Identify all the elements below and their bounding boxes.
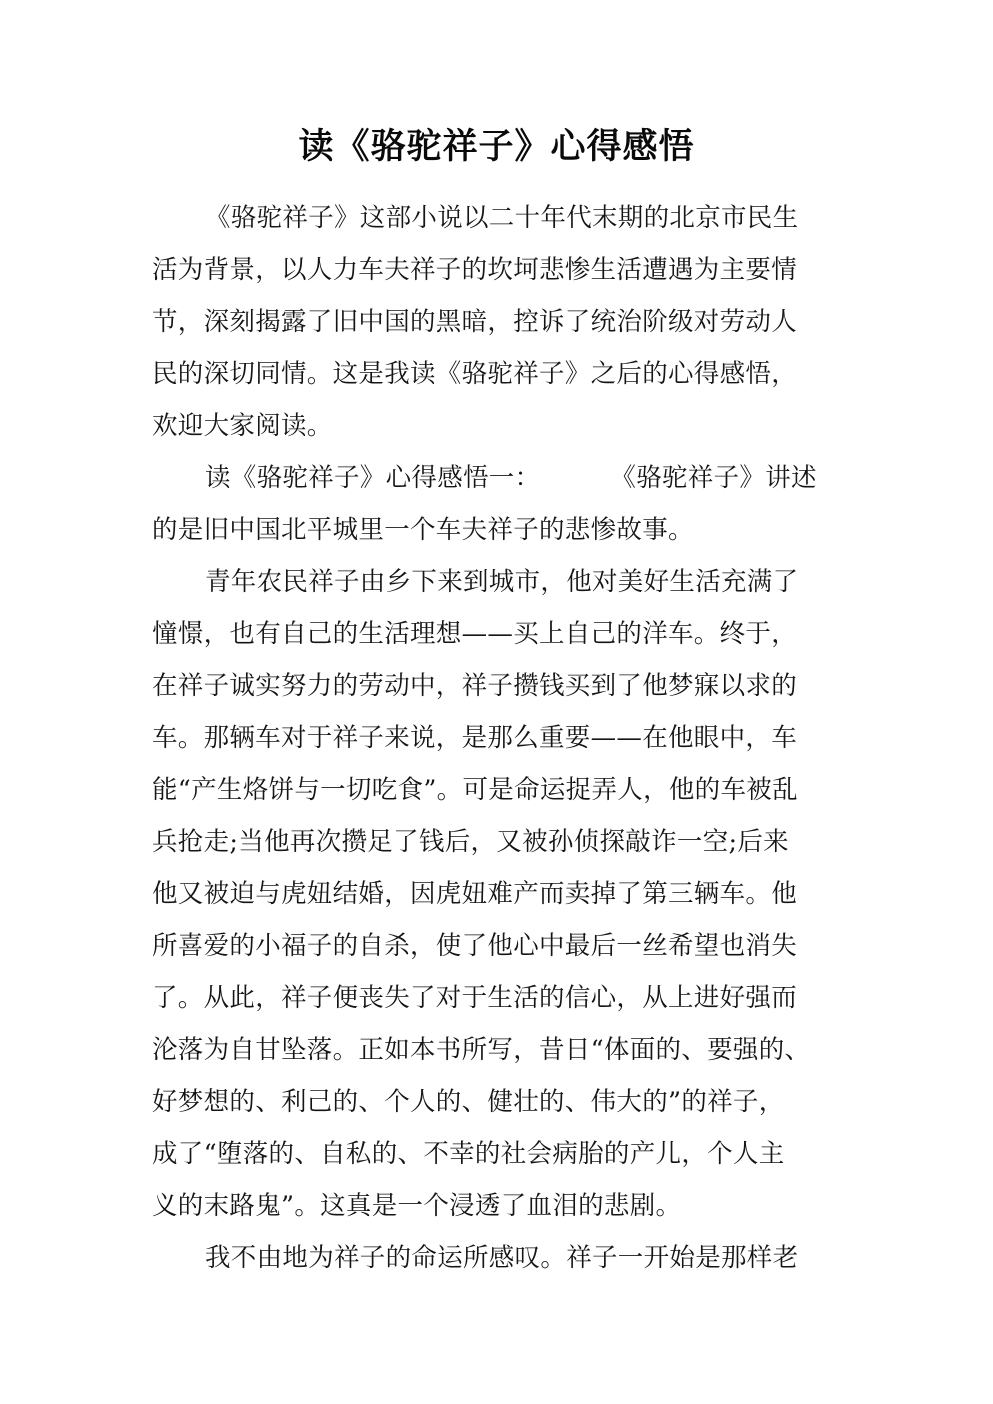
- text-line-21: 我不由地为祥子的命运所感叹。祥子一开始是那样老: [205, 1243, 799, 1273]
- text-line-2: 活为背景，以人力车夫祥子的坎坷悲惨生活遭遇为主要情: [152, 255, 798, 285]
- text-line-8: 青年农民祥子由乡下来到城市，他对美好生活充满了: [205, 567, 799, 597]
- section-heading-1: 读《骆驼祥子》心得感悟一：: [205, 463, 541, 493]
- text-line-6: [152, 452, 842, 504]
- text-line-3: 节，深刻揭露了旧中国的黑暗，控诉了统治阶级对劳动人: [152, 307, 798, 337]
- text-line-15: 所喜爱的小福子的自杀，使了他心中最后一丝希望也消失: [152, 931, 798, 961]
- text-line-7: 的是旧中国北平城里一个车夫祥子的悲惨故事。: [152, 515, 694, 545]
- text-line-18: 好梦想的、利己的、个人的、健壮的、伟大的”的祥子，: [152, 1087, 785, 1117]
- text-line-4: 民的深切同情。这是我读《骆驼祥子》之后的心得感悟，: [152, 359, 798, 389]
- text-line-5: 欢迎大家阅读。: [152, 411, 333, 441]
- text-line-20: 义的末路鬼”。这真是一个浸透了血泪的悲剧。: [152, 1191, 682, 1221]
- document-body: [152, 192, 842, 1284]
- text-line-1: 《骆驼祥子》这部小说以二十年代末期的北京市民生: [205, 203, 799, 233]
- text-line-16: 了。从此，祥子便丧失了对于生活的信心，从上进好强而: [152, 983, 798, 1013]
- text-line-9: 憧憬，也有自己的生活理想——买上自己的洋车。终于，: [152, 619, 798, 649]
- text-line-10: 在祥子诚实努力的劳动中，祥子攒钱买到了他梦寐以求的: [152, 671, 798, 701]
- text-line-17: 沦落为自甘坠落。正如本书所写，昔日“体面的、要强的、: [152, 1035, 811, 1065]
- page-title: 读《骆驼祥子》心得感悟: [298, 126, 695, 167]
- text-line-14: 他又被迫与虎妞结婚，因虎妞难产而卖掉了第三辆车。他: [152, 879, 798, 909]
- text-line-12: 能“产生烙饼与一切吃食”。可是命运捉弄人，他的车被乱: [152, 775, 798, 805]
- text-line-6-continuation: 《骆驼祥子》讲述: [610, 463, 817, 493]
- text-line-19: 成了“堕落的、自私的、不幸的社会病胎的产儿，个人主: [152, 1139, 785, 1169]
- text-line-11: 车。那辆车对于祥子来说，是那么重要——在他眼中，车: [152, 723, 798, 753]
- text-line-13: 兵抢走;当他再次攒足了钱后，又被孙侦探敲诈一空;后来: [152, 827, 789, 857]
